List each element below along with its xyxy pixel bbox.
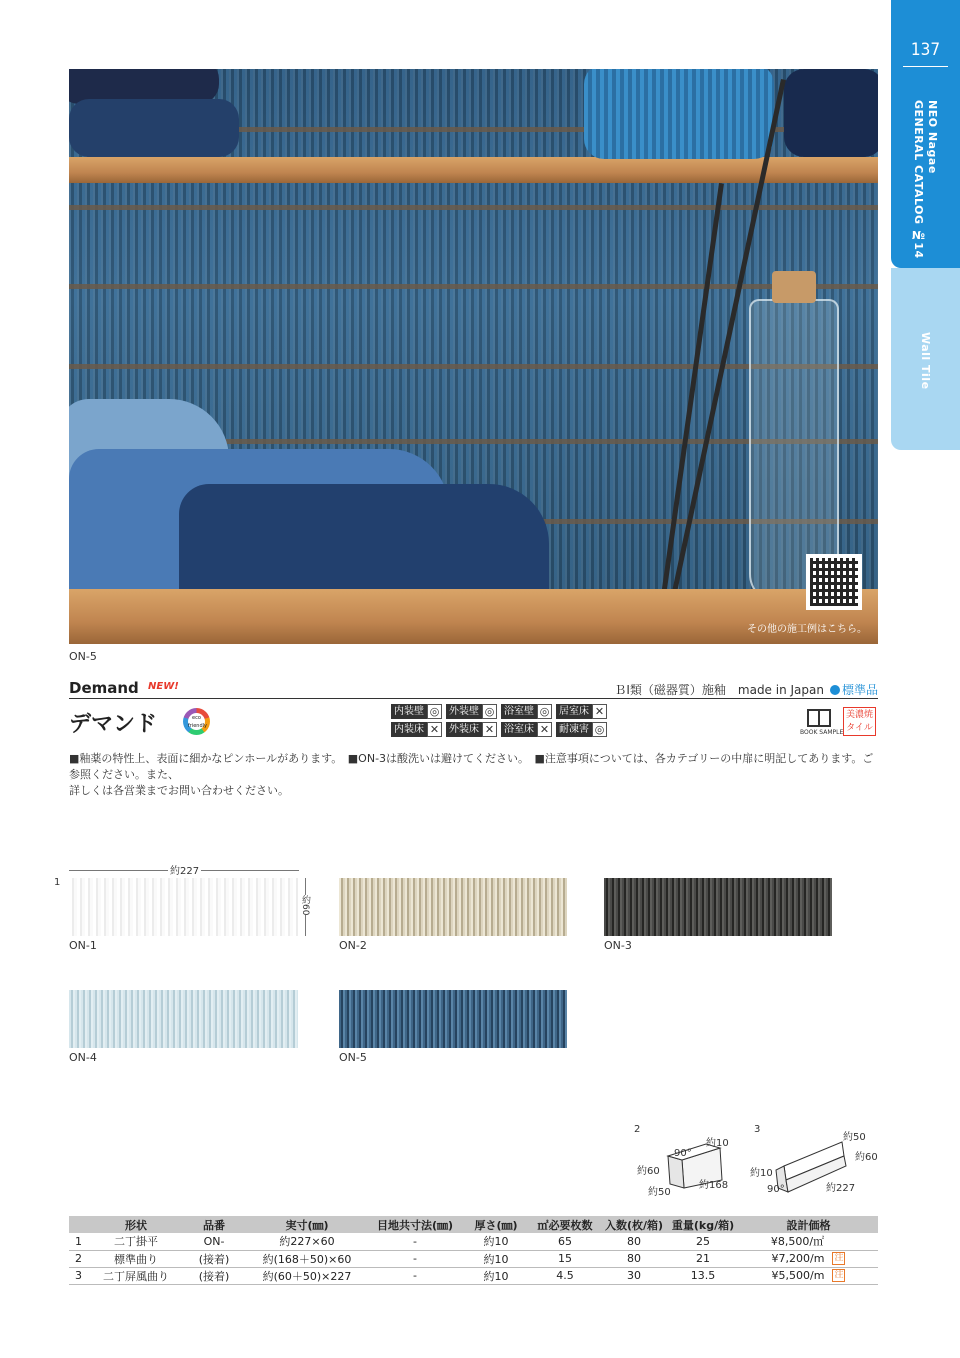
cell-price <box>739 1233 878 1250</box>
table-row <box>69 1250 878 1267</box>
usage-label: 浴室壁 <box>501 704 537 719</box>
qr-pattern <box>810 558 858 606</box>
diagram-2-side: 約60 <box>637 1166 660 1177</box>
table-row <box>69 1233 878 1250</box>
section-tab-label: Wall Tile <box>919 332 932 390</box>
diagram-3-side: 約60 <box>855 1152 878 1163</box>
cell-per-box: 30 <box>601 1267 667 1284</box>
diagram-2-length: 約168 <box>699 1180 729 1191</box>
catalog-title-line1: NEO Nagae <box>926 100 939 174</box>
page-number-rule <box>903 66 948 67</box>
usage-mark: ◎ <box>427 704 442 719</box>
eco-label: eco friendly <box>188 715 207 729</box>
usage-mark: ◎ <box>537 704 552 719</box>
folded-sweater <box>69 99 239 157</box>
header-rule <box>69 698 878 699</box>
col-code: 品番 <box>181 1216 247 1233</box>
col-weight: 重量(kg/箱) <box>667 1216 739 1233</box>
cell-price <box>739 1250 878 1267</box>
standard-label: 標準品 <box>841 683 878 697</box>
mino-tile-line2: タイル <box>846 723 873 733</box>
eco-friendly-icon <box>183 708 210 735</box>
cell-shape: 標準曲り <box>91 1250 181 1267</box>
usage-grid <box>391 704 607 740</box>
product-name-jp: デマンド <box>69 712 158 737</box>
cell-joint: - <box>367 1250 463 1267</box>
width-dimension: 約227 <box>168 862 201 877</box>
lower-shelf <box>69 589 878 644</box>
cell-weight: 25 <box>667 1233 739 1250</box>
swatch-on-1[interactable] <box>69 878 298 936</box>
cell-joint: - <box>367 1267 463 1284</box>
new-badge: NEW! <box>148 681 179 692</box>
usage-mark: ◎ <box>482 704 497 719</box>
hero-photo <box>69 69 878 644</box>
height-dimension: 約60 <box>300 895 310 916</box>
swatch-label-on-4: ON-4 <box>69 1051 97 1064</box>
usage-label: 浴室床 <box>501 722 537 737</box>
col-thickness: 厚さ(㎜) <box>463 1216 529 1233</box>
diagram-2-number: 2 <box>634 1124 641 1135</box>
cell-code: ON- <box>181 1233 247 1250</box>
spec-line <box>614 681 878 698</box>
swatch-on-5[interactable] <box>339 990 567 1048</box>
folded-sweater <box>784 69 878 157</box>
spec-table <box>69 1216 878 1285</box>
bottle-cork <box>772 271 816 303</box>
swatch-on-3[interactable] <box>604 878 832 936</box>
product-name-en: Demand <box>69 679 139 697</box>
table-row <box>69 1267 878 1284</box>
usage-cell <box>556 722 607 737</box>
usage-cell <box>446 722 497 737</box>
usage-cell <box>446 704 497 719</box>
diagram-3-left: 約10 <box>750 1168 773 1179</box>
cell-per-m2: 4.5 <box>529 1267 601 1284</box>
cell-no: 3 <box>69 1267 91 1284</box>
swatch-label-on-5: ON-5 <box>339 1051 367 1064</box>
knit-beanie <box>584 69 774 159</box>
diagram-2-top: 約10 <box>706 1138 729 1149</box>
mino-tile-line1: 美濃焼 <box>845 710 873 720</box>
qr-caption: その他の施工例はこちら。 <box>747 624 867 635</box>
usage-mark: ✕ <box>537 722 552 737</box>
usage-cell <box>391 704 442 719</box>
usage-mark: ✕ <box>592 704 607 719</box>
usage-cell <box>501 722 552 737</box>
swatch-on-2[interactable] <box>339 878 567 936</box>
cell-shape: 二丁掛平 <box>91 1233 181 1250</box>
diagram-2-angle: 90° <box>674 1148 692 1159</box>
spec-text: ＢⅠ類（磁器質）施釉 made in Japan <box>614 683 824 697</box>
cell-code: (接着) <box>181 1267 247 1284</box>
catalog-tab <box>891 0 960 268</box>
col-size: 実寸(㎜) <box>247 1216 367 1233</box>
diagram-3-length: 約227 <box>826 1183 856 1194</box>
note-badge: 注 <box>834 1253 844 1264</box>
col-shape: 形状 <box>91 1216 181 1233</box>
cell-per-m2: 65 <box>529 1233 601 1250</box>
usage-label: 居室床 <box>556 704 592 719</box>
catalog-title <box>909 100 939 260</box>
catalog-title-line2: GENERAL CATALOG №14 <box>912 100 925 259</box>
swatch-label-on-2: ON-2 <box>339 939 367 952</box>
usage-mark: ◎ <box>592 722 607 737</box>
notes-line1: ■釉薬の特性上、表面に細かなピンホールがあります。 ■ON-3は酸洗いは避けてください。 ■注意事項については、各カテゴリーの中扉に明記してあります。ご参照ください。また、 <box>69 752 874 781</box>
diagram-2-bottom: 約50 <box>648 1187 671 1198</box>
price-value: ¥7,200/m <box>771 1251 825 1265</box>
cell-per-m2: 15 <box>529 1250 601 1267</box>
book-sample-label: BOOK SAMPLE <box>800 729 844 736</box>
cell-price <box>739 1267 878 1284</box>
col-price: 設計価格 <box>739 1216 878 1233</box>
swatch-on-4[interactable] <box>69 990 298 1048</box>
col-per-box: 入数(枚/箱) <box>601 1216 667 1233</box>
book-sample-icon <box>807 709 831 727</box>
notes-line2: 詳しくは各営業までお問い合わせください。 <box>69 784 289 797</box>
table-header-row <box>69 1216 878 1233</box>
standard-dot-icon <box>830 685 840 695</box>
upper-shelf <box>69 157 878 183</box>
usage-cell <box>391 722 442 737</box>
tile-grout <box>69 284 878 289</box>
diagram-3-top: 約50 <box>843 1132 866 1143</box>
page-number: 137 <box>910 40 941 60</box>
cell-per-box: 80 <box>601 1233 667 1250</box>
usage-label: 内装床 <box>391 722 427 737</box>
swatch-group-number: 1 <box>54 877 61 888</box>
usage-row <box>391 704 607 719</box>
cell-shape: 二丁屏風曲り <box>91 1267 181 1284</box>
cell-thickness: 約10 <box>463 1267 529 1284</box>
diagram-3-number: 3 <box>754 1124 761 1135</box>
usage-label: 内装壁 <box>391 704 427 719</box>
usage-label: 耐凍害 <box>556 722 592 737</box>
cell-thickness: 約10 <box>463 1250 529 1267</box>
usage-mark: ✕ <box>427 722 442 737</box>
col-per-m2: ㎡必要枚数 <box>529 1216 601 1233</box>
usage-cell <box>556 704 607 719</box>
diagram-3-angle: 90° <box>767 1184 785 1195</box>
usage-cell <box>501 704 552 719</box>
note-badge: 注 <box>834 1270 844 1281</box>
cell-size: 約227×60 <box>247 1233 367 1250</box>
cell-per-box: 80 <box>601 1250 667 1267</box>
cell-weight: 21 <box>667 1250 739 1267</box>
swatch-label-on-1: ON-1 <box>69 939 97 952</box>
swatch-label-on-3: ON-3 <box>604 939 632 952</box>
mino-tile-badge <box>843 707 876 736</box>
cell-no: 1 <box>69 1233 91 1250</box>
cell-joint: - <box>367 1233 463 1250</box>
price-value: ¥5,500/m <box>771 1268 825 1282</box>
notes <box>69 751 879 799</box>
usage-label: 外装壁 <box>446 704 482 719</box>
cell-no: 2 <box>69 1250 91 1267</box>
cell-thickness: 約10 <box>463 1233 529 1250</box>
col-joint: 目地共寸法(㎜) <box>367 1216 463 1233</box>
cell-size: 約(60＋50)×227 <box>247 1267 367 1284</box>
col-no <box>69 1216 91 1233</box>
usage-row <box>391 722 607 737</box>
cell-code: (接着) <box>181 1250 247 1267</box>
cell-size: 約(168＋50)×60 <box>247 1250 367 1267</box>
usage-mark: ✕ <box>482 722 497 737</box>
section-tab[interactable] <box>891 268 960 450</box>
cell-weight: 13.5 <box>667 1267 739 1284</box>
qr-code[interactable] <box>806 554 862 610</box>
price-value: ¥8,500/㎡ <box>770 1235 825 1249</box>
usage-label: 外装床 <box>446 722 482 737</box>
photo-label: ON-5 <box>69 650 97 663</box>
